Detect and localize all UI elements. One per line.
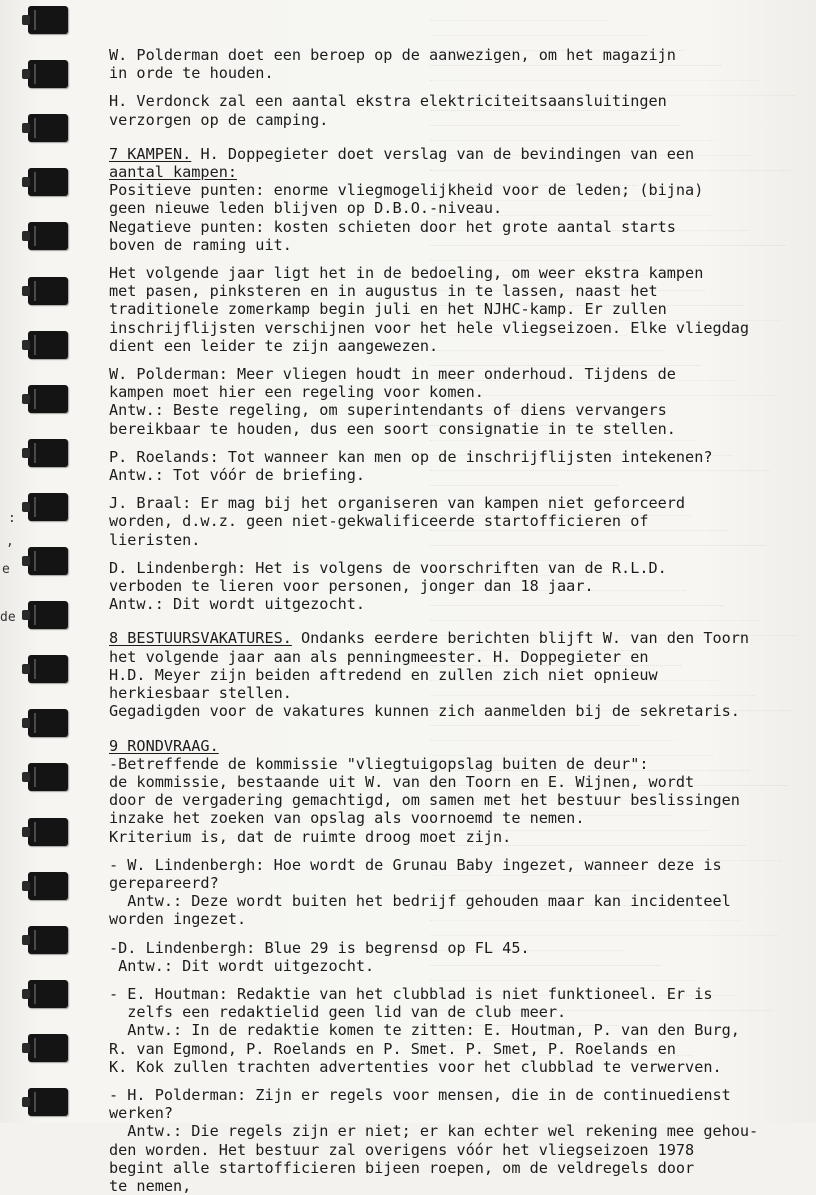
text-line [109, 1159, 799, 1177]
text-segment: D. Lindenbergh: Het is volgens de voorschriften van de R.L.D. [109, 558, 667, 577]
text-segment: den worden. Het bestuur zal overigens vóór het vliegseizoen 1978 [109, 1140, 695, 1159]
ghost-line [430, 20, 610, 35]
binding-ring [28, 926, 68, 954]
binding-ring [28, 709, 68, 737]
text-line [109, 702, 799, 720]
text-line [109, 957, 799, 975]
text-line [109, 648, 799, 666]
text-segment: bereikbaar te houden, dus een soort consignatie in te stellen. [109, 419, 676, 438]
text-line [109, 737, 799, 755]
text-line [109, 1003, 799, 1021]
text-segment: Gegadigden voor de vakatures kunnen zich aanmelden bij de sekretaris. [109, 702, 740, 721]
text-segment: - E. Houtman: Redaktie van het clubblad is niet funktioneel. Er is [109, 984, 713, 1003]
text-segment: worden ingezet. [109, 910, 247, 929]
text-line [109, 828, 799, 846]
text-segment: Antw.: Deze wordt buiten het bedrijf gehouden maar kan incidenteel [109, 892, 731, 911]
binding-ring [28, 168, 68, 196]
text-segment: P. Roelands: Tot wanneer kan men op de inschrijflijsten intekenen? [109, 447, 713, 466]
margin-fragment: de [0, 610, 16, 625]
text-line [109, 236, 799, 254]
text-segment: lieristen. [109, 530, 201, 549]
text-line [109, 365, 799, 383]
binding-ring [28, 1088, 68, 1116]
text-line [109, 1122, 799, 1140]
text-line [109, 939, 799, 957]
text-line [109, 1141, 799, 1159]
text-line [109, 595, 799, 613]
text-segment: - H. Polderman: Zijn er regels voor mensen, die in de continuedienst [109, 1085, 731, 1104]
text-segment: Het volgende jaar ligt het in de bedoeling, om weer ekstra kampen [109, 264, 704, 283]
text-line [109, 809, 799, 827]
text-segment: boven de raming uit. [109, 235, 292, 254]
text-line [109, 577, 799, 595]
text-segment: -D. Lindenbergh: Blue 29 is begrensd op FL 45. [109, 938, 530, 957]
text-segment: J. Braal: Er mag bij het organiseren van kampen niet geforceerd [109, 494, 686, 513]
text-line [109, 181, 799, 199]
text-line [109, 448, 799, 466]
binding-ring [28, 6, 68, 34]
text-segment: te nemen, [109, 1176, 192, 1195]
text-line [109, 282, 799, 300]
text-line [109, 1021, 799, 1039]
text-segment: begint alle startofficieren bijeen roepen, om de veldregels door [109, 1158, 695, 1177]
binding-ring [28, 222, 68, 250]
text-segment: werken? [109, 1104, 174, 1123]
text-line [109, 856, 799, 874]
text-segment: Negatieve punten: kosten schieten door het grote aantal starts [109, 217, 676, 236]
text-segment: met pasen, pinksteren en in augustus in te lassen, naast het [109, 282, 658, 301]
text-line [109, 64, 799, 82]
binding-ring [28, 655, 68, 683]
text-line [109, 791, 799, 809]
text-line [109, 111, 799, 129]
text-segment: R. van Egmond, P. Roelands en P. Smet. P. Smet, P. Roelands en [109, 1039, 676, 1058]
text-segment: - W. Lindenbergh: Hoe wordt de Grunau Baby ingezet, wanneer deze is [109, 855, 722, 874]
text-segment: Antw.: In de redaktie komen te zitten: E. Houtman, P. van den Burg, [109, 1021, 740, 1040]
text-line [109, 319, 799, 337]
text-segment: H. Verdonck zal een aantal ekstra elektriciteitsaansluitingen [109, 92, 667, 111]
document-body [109, 46, 799, 1195]
text-line [109, 985, 799, 1003]
text-segment: inschrijflijsten verschijnen voor het hele vliegseizoen. Elke vliegdag [109, 318, 750, 337]
binding-ring [28, 277, 68, 305]
binding-ring [28, 493, 68, 521]
binding-ring [28, 980, 68, 1008]
text-line [109, 1177, 799, 1195]
text-segment: in orde te houden. [109, 64, 274, 83]
text-line [109, 401, 799, 419]
binding-ring [28, 385, 68, 413]
binding-ring [28, 60, 68, 88]
margin-fragment: , [6, 534, 14, 549]
text-line [109, 163, 799, 181]
text-segment: geen nieuwe leden blijven op D.B.O.-niveau. [109, 199, 503, 218]
text-segment: Kriterium is, dat de ruimte droog moet zijn. [109, 827, 512, 846]
text-line [109, 874, 799, 892]
text-segment: het volgende jaar aan als penningmeester. H. Doppegieter en [109, 647, 649, 666]
text-segment: door de vergadering gemachtigd, om samen met het bestuur beslissingen [109, 791, 740, 810]
binding-ring [28, 547, 68, 575]
text-line [109, 199, 799, 217]
text-segment: herkiesbaar stellen. [109, 684, 292, 703]
text-segment: Antw.: Dit wordt uitgezocht. [109, 595, 366, 614]
text-segment: inzake het zoeken van opslag als voornoemd te nemen. [109, 809, 585, 828]
text-line [109, 512, 799, 530]
text-segment: -Betreffende de kommissie "vliegtuigopslag buiten de deur": [109, 754, 649, 773]
text-segment: K. Kok zullen trachten advertenties voor het clubblad te verwerven. [109, 1057, 722, 1076]
text-line [109, 755, 799, 773]
text-line [109, 494, 799, 512]
binding-ring [28, 114, 68, 142]
text-line [109, 466, 799, 484]
text-line [109, 684, 799, 702]
text-line [109, 300, 799, 318]
text-line [109, 1086, 799, 1104]
binding-ring [28, 601, 68, 629]
text-line [109, 892, 799, 910]
margin-fragment: : [8, 511, 16, 526]
binding-ring [28, 872, 68, 900]
text-segment: kampen moet hier een regeling voor komen. [109, 383, 484, 402]
text-line [109, 1040, 799, 1058]
text-segment: Antw.: Tot vóór de briefing. [109, 466, 366, 485]
margin-fragment: e [2, 562, 10, 577]
text-segment: H.D. Meyer zijn beiden aftredend en zullen zich niet opnieuw [109, 665, 658, 684]
text-line [109, 559, 799, 577]
text-segment: Ondanks eerdere berichten blijft W. van den Toorn [291, 629, 750, 648]
text-segment: de kommissie, bestaande uit W. van den Toorn en E. Wijnen, wordt [109, 772, 695, 791]
text-line [109, 773, 799, 791]
text-line [109, 910, 799, 928]
section-heading: 9 RONDVRAAG. [109, 736, 219, 755]
text-line [109, 46, 799, 64]
text-line [109, 666, 799, 684]
text-segment: gerepareerd? [109, 873, 219, 892]
text-line [109, 629, 799, 647]
text-segment: W. Polderman doet een beroep op de aanwezigen, om het magazijn [109, 46, 676, 64]
text-segment: worden, d.w.z. geen niet-gekwalificeerde startofficieren of [109, 512, 649, 531]
binding-ring [28, 818, 68, 846]
text-segment: Antw.: Die regels zijn er niet; er kan echter wel rekening mee gehou- [109, 1122, 759, 1141]
left-margin-fragments [0, 0, 24, 1123]
text-line [109, 92, 799, 110]
text-line [109, 1058, 799, 1076]
binding-ring [28, 331, 68, 359]
text-line [109, 420, 799, 438]
text-segment: H. Doppegieter doet verslag van de bevindingen van een [191, 144, 695, 163]
section-heading: 7 KAMPEN. [109, 144, 192, 163]
text-line [109, 1104, 799, 1122]
text-segment: Antw.: Beste regeling, om superintendants of diens vervangers [109, 401, 667, 420]
text-line [109, 337, 799, 355]
binding-ring [28, 1034, 68, 1062]
binding-ring [28, 763, 68, 791]
text-line [109, 145, 799, 163]
text-segment: Positieve punten: enorme vliegmogelijkheid voor de leden; (bijna) [109, 181, 704, 200]
text-segment: Antw.: Dit wordt uitgezocht. [109, 956, 375, 975]
text-segment: W. Polderman: Meer vliegen houdt in meer onderhoud. Tijdens de [109, 365, 676, 384]
text-segment: traditionele zomerkamp begin juli en het NJHC-kamp. Er zullen [109, 300, 667, 319]
text-line [109, 264, 799, 282]
section-heading: 8 BESTUURSVAKATURES. [109, 629, 292, 648]
text-line [109, 531, 799, 549]
text-segment: zelfs een redaktielid geen lid van de club meer. [109, 1003, 567, 1022]
text-segment: dient een leider te zijn aangewezen. [109, 336, 439, 355]
section-heading: aantal kampen: [109, 163, 238, 182]
binding-ring [28, 439, 68, 467]
text-line [109, 218, 799, 236]
text-segment: verboden te lieren voor personen, jonger dan 18 jaar. [109, 577, 594, 596]
text-segment: verzorgen op de camping. [109, 110, 329, 129]
text-line [109, 383, 799, 401]
